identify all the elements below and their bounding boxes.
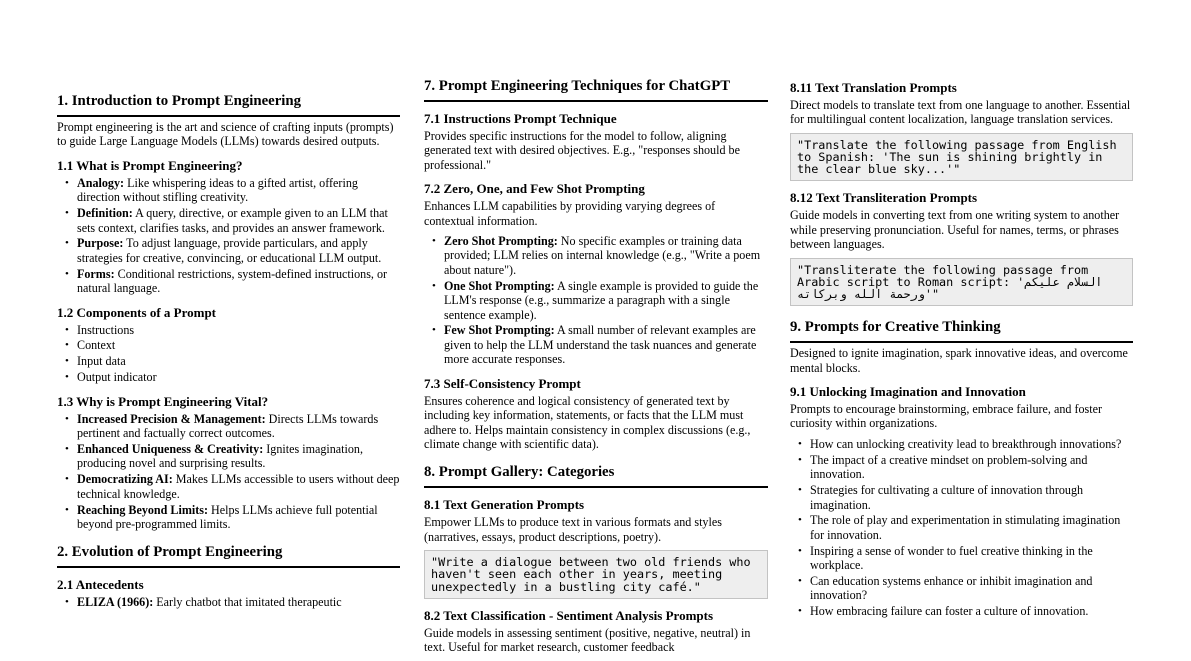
bullet-item: • Democratizing AI: Makes LLMs accessible to users without deep technical knowledge. xyxy=(64,472,400,501)
bullet-list xyxy=(57,323,400,385)
paragraph: Enhances LLM capabilities by providing varying degrees of contextual information. xyxy=(424,199,716,228)
bullet-item-lead: Definition: xyxy=(77,206,133,221)
subsection-heading: 8.2 Text Classification - Sentiment Analysis Prompts xyxy=(424,607,714,623)
bullet-item: • Context xyxy=(64,338,400,352)
bullet-item: • Zero Shot Prompting: No specific examples or training data provided; LLM relies on internal knowledge (e.g., "Write a poem about nature"). xyxy=(431,234,768,277)
bullet-item-lead: Democratizing AI: xyxy=(77,472,173,487)
bullet-item: • Inspiring a sense of wonder to fuel creative thinking in the workplace. xyxy=(797,544,1133,573)
subsection-heading: 7.3 Self-Consistency Prompt xyxy=(424,375,581,391)
bullet-item: • Strategies for cultivating a culture of innovation through imagination. xyxy=(797,483,1133,512)
column-left xyxy=(57,93,400,619)
code-block: "Translate the following passage from English to Spanish: 'The sun is shining brightly in the clear blue sky...'" xyxy=(790,133,1133,182)
bullet-item: • Input data xyxy=(64,354,400,368)
bullet-item: • Increased Precision & Management: Directs LLMs towards pertinent and factually correct outcomes. xyxy=(64,412,400,441)
paragraph: Ensures coherence and logical consistency of generated text by including key information, statements, or facts that the LLM must adhere to. Helps maintain consistency in complex discussions (e.g., climate change with scientific data). xyxy=(424,393,751,451)
bullet-list xyxy=(57,595,400,609)
paragraph: Guide models in converting text from one writing system to another while preserving pronunciation. Useful for names, terms, or phrases between languages. xyxy=(790,208,1120,252)
section-heading: 9. Prompts for Creative Thinking xyxy=(790,319,1133,343)
subsection-heading: 1.3 Why is Prompt Engineering Vital? xyxy=(57,393,269,409)
bullet-item-lead: Increased Precision & Management: xyxy=(77,411,266,426)
bullet-list xyxy=(790,437,1133,619)
section-heading: 7. Prompt Engineering Techniques for ChatGPT xyxy=(424,78,768,102)
subsection-heading: 1.2 Components of a Prompt xyxy=(57,304,217,320)
bullet-item-lead: One Shot Prompting: xyxy=(444,278,555,293)
bullet-item: • One Shot Prompting: A single example is provided to guide the LLM's response (e.g., summarize a paragraph with a single sentence example). xyxy=(431,279,768,322)
paragraph: Direct models to translate text from one language to another. Essential for multilingual content localization, language translation services. xyxy=(790,98,1131,127)
subsection-heading: 7.1 Instructions Prompt Technique xyxy=(424,111,617,126)
bullet-list xyxy=(57,176,400,296)
bullet-item-lead: Analogy: xyxy=(77,175,125,190)
bullet-item-lead: Zero Shot Prompting: xyxy=(444,234,558,249)
bullet-list xyxy=(57,412,400,532)
code-block: "Transliterate the following passage from Arabic script to Roman script: 'السلام عليكم ورحمة الله وبركاته'" xyxy=(790,258,1133,307)
section-heading: 8. Prompt Gallery: Categories xyxy=(424,464,768,488)
bullet-item: • Analogy: Like whispering ideas to a gifted artist, offering direction without stifling creativity. xyxy=(64,176,400,205)
subsection-heading: 2.1 Antecedents xyxy=(57,577,144,593)
bullet-item: • How can unlocking creativity lead to breakthrough innovations? xyxy=(797,437,1133,451)
bullet-item: • Instructions xyxy=(64,323,400,337)
bullet-item: • Reaching Beyond Limits: Helps LLMs achieve full potential beyond pre-programmed limits. xyxy=(64,503,400,532)
bullet-item: • Purpose: To adjust language, provide particulars, and apply strategies for creative, convincing, or educational LLM output. xyxy=(64,236,400,265)
bullet-item-lead: Forms: xyxy=(77,266,115,281)
bullet-item: • Few Shot Prompting: A small number of relevant examples are given to help the LLM understand the task nuances and generate more accurate responses. xyxy=(431,323,768,366)
code-block: "Write a dialogue between two old friends who haven't seen each other in years, meeting unexpectedly in a bustling city café." xyxy=(424,550,768,599)
bullet-item-lead: Enhanced Uniqueness & Creativity: xyxy=(77,442,264,456)
column-right xyxy=(790,80,1133,628)
subsection-heading: 7.2 Zero, One, and Few Shot Prompting xyxy=(424,181,645,197)
bullet-item: • The impact of a creative mindset on problem-solving and innovation. xyxy=(797,453,1133,482)
paragraph: Empower LLMs to produce text in various formats and styles (narratives, essays, product descriptions, poetry). xyxy=(424,515,722,544)
paragraph: Prompt engineering is the art and science of crafting inputs (prompts) to guide Large Language Models (LLMs) towards desired outputs. xyxy=(57,120,394,149)
paragraph: Prompts to encourage brainstorming, embrace failure, and foster curiosity within organizations. xyxy=(790,402,1102,431)
bullet-item-lead: Reaching Beyond Limits: xyxy=(77,502,209,517)
subsection-heading: 9.1 Unlocking Imagination and Innovation xyxy=(790,384,1026,400)
bullet-item: • How embracing failure can foster a culture of innovation. xyxy=(797,604,1133,618)
bullet-item-lead: Purpose: xyxy=(77,236,124,251)
bullet-item: • ELIZA (1966): Early chatbot that imitated therapeutic xyxy=(64,595,400,609)
bullet-item-lead: Few Shot Prompting: xyxy=(444,323,555,338)
section-heading: 1. Introduction to Prompt Engineering xyxy=(57,93,400,117)
bullet-item: • Enhanced Uniqueness & Creativity: Ignites imagination, producing novel and surprising results. xyxy=(64,442,400,471)
bullet-item: • The role of play and experimentation in stimulating imagination for innovation. xyxy=(797,513,1133,542)
subsection-heading: 8.1 Text Generation Prompts xyxy=(424,497,585,513)
section-heading: 2. Evolution of Prompt Engineering xyxy=(57,544,400,568)
paragraph: Provides specific instructions for the model to follow, aligning generated text with desired objectives. E.g., "responses should be professional." xyxy=(424,129,740,172)
bullet-item: • Output indicator xyxy=(64,370,400,384)
subsection-heading: 1.1 What is Prompt Engineering? xyxy=(57,157,243,173)
column-middle xyxy=(424,78,768,661)
bullet-list xyxy=(424,234,768,367)
bullet-item: • Can education systems enhance or inhibit imagination and innovation? xyxy=(797,574,1133,603)
bullet-item: • Definition: A query, directive, or example given to an LLM that sets context, clarifies tasks, and provides an answer framework. xyxy=(64,206,400,235)
paragraph: Guide models in assessing sentiment (positive, negative, neutral) in text. Useful for market research, customer feedback xyxy=(424,625,751,655)
subsection-heading: 8.11 Text Translation Prompts xyxy=(790,80,957,95)
paragraph: Designed to ignite imagination, spark innovative ideas, and overcome mental blocks. xyxy=(790,346,1128,375)
subsection-heading: 8.12 Text Transliteration Prompts xyxy=(790,190,978,206)
bullet-item: • Forms: Conditional restrictions, system-defined instructions, or natural language. xyxy=(64,267,400,296)
bullet-item-lead: ELIZA (1966): xyxy=(77,595,154,610)
